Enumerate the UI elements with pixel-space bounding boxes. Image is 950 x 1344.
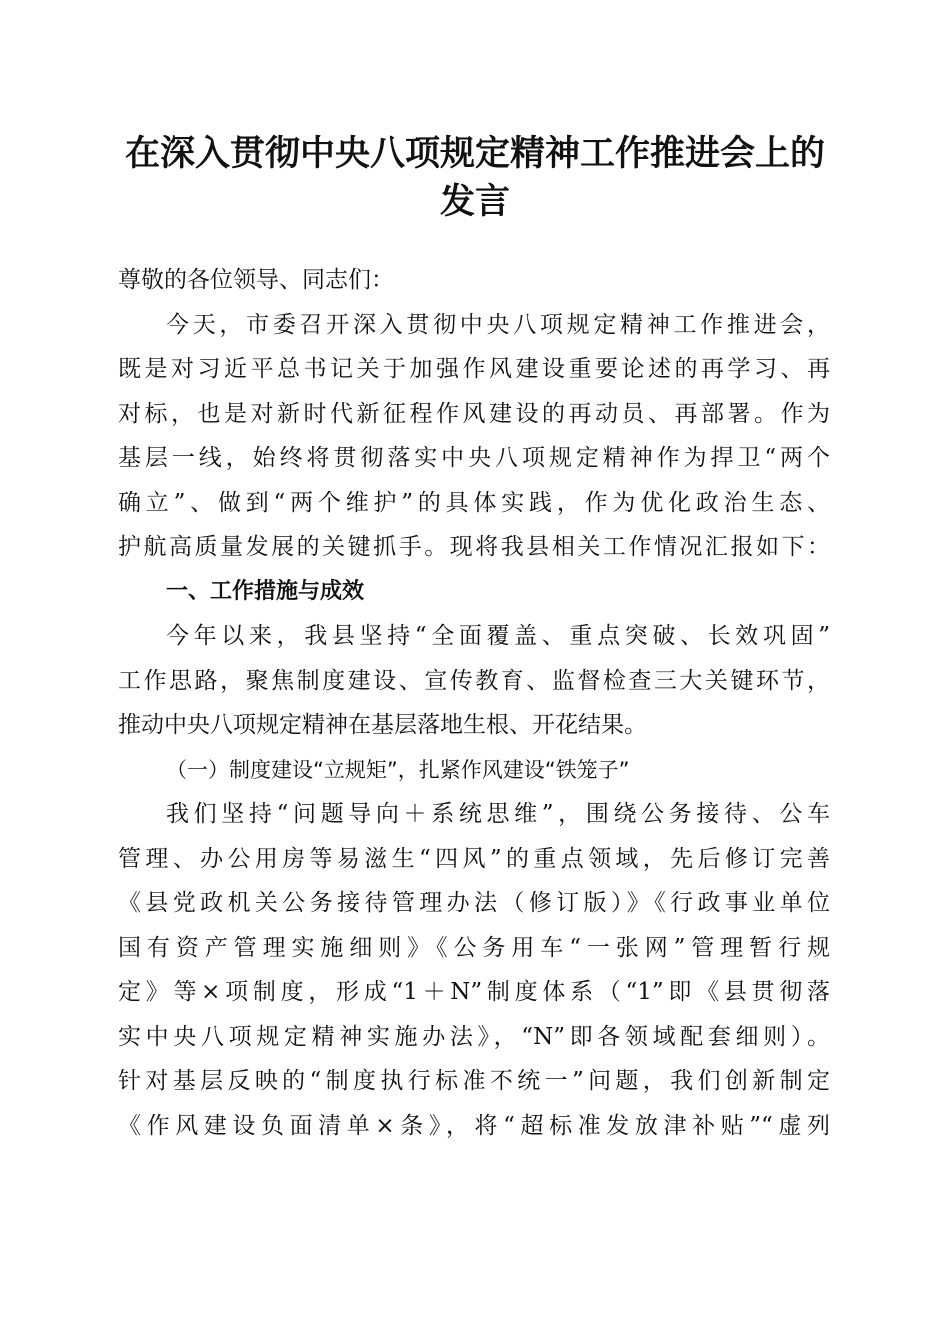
paragraph-line: 既是对习近平总书记关于加强作风建设重要论述的再学习、再 [118, 356, 830, 382]
paragraph-line: 护航高质量发展的关键抓手。现将我县相关工作情况汇报如下： [118, 534, 830, 560]
paragraph-line: 实中央八项规定精神实施办法》，“N”即各领域配套细则）。 [118, 1023, 830, 1050]
paragraph-line: 对标，也是对新时代新征程作风建设的再动员、再部署。作为 [118, 400, 830, 427]
paragraph-line: 我们坚持“问题导向＋系统思维”，围绕公务接待、公车 [166, 801, 830, 827]
salutation: 尊敬的各位领导、同志们： [118, 267, 394, 293]
paragraph-line: 今天，市委召开深入贯彻中央八项规定精神工作推进会， [166, 311, 830, 338]
paragraph-line: 针对基层反映的“制度执行标准不统一”问题，我们创新制定 [118, 1068, 830, 1094]
paragraph-line: 国有资产管理实施细则》《公务用车“一张网”管理暂行规 [118, 934, 830, 961]
paragraph-line: 基层一线，始终将贯彻落实中央八项规定精神作为捍卫“两个 [118, 445, 830, 471]
paragraph-line: 管理、办公用房等易滋生“四风”的重点领域，先后修订完善 [118, 845, 830, 872]
paragraph-line: 今年以来，我县坚持“全面覆盖、重点突破、长效巩固” [166, 623, 830, 649]
paragraph-line: 定》等×项制度，形成“1＋N”制度体系（“1”即《县贯彻落 [118, 979, 830, 1005]
paragraph-line: 工作思路，聚焦制度建设、宣传教育、监督检查三大关键环节， [118, 667, 830, 694]
title-line-1: 在深入贯彻中央八项规定精神工作推进会上的 [124, 133, 825, 174]
document-title [100, 130, 850, 226]
subsection-heading: （一）制度建设“立规矩”，扎紧作风建设“铁笼子” [166, 757, 630, 782]
title-line-2: 发言 [439, 181, 510, 222]
paragraph-line: 《作风建设负面清单×条》，将“超标准发放津补贴”“虚列 [118, 1112, 830, 1139]
paragraph-line: 推动中央八项规定精神在基层落地生根、开花结果。 [118, 712, 647, 738]
section-heading: 一、工作措施与成效 [166, 578, 365, 604]
paragraph-line: 《县党政机关公务接待管理办法（修订版）》《行政事业单位 [118, 890, 830, 916]
document-body [118, 258, 830, 1148]
paragraph-line: 确立”、做到“两个维护”的具体实践，作为优化政治生态、 [118, 489, 830, 516]
